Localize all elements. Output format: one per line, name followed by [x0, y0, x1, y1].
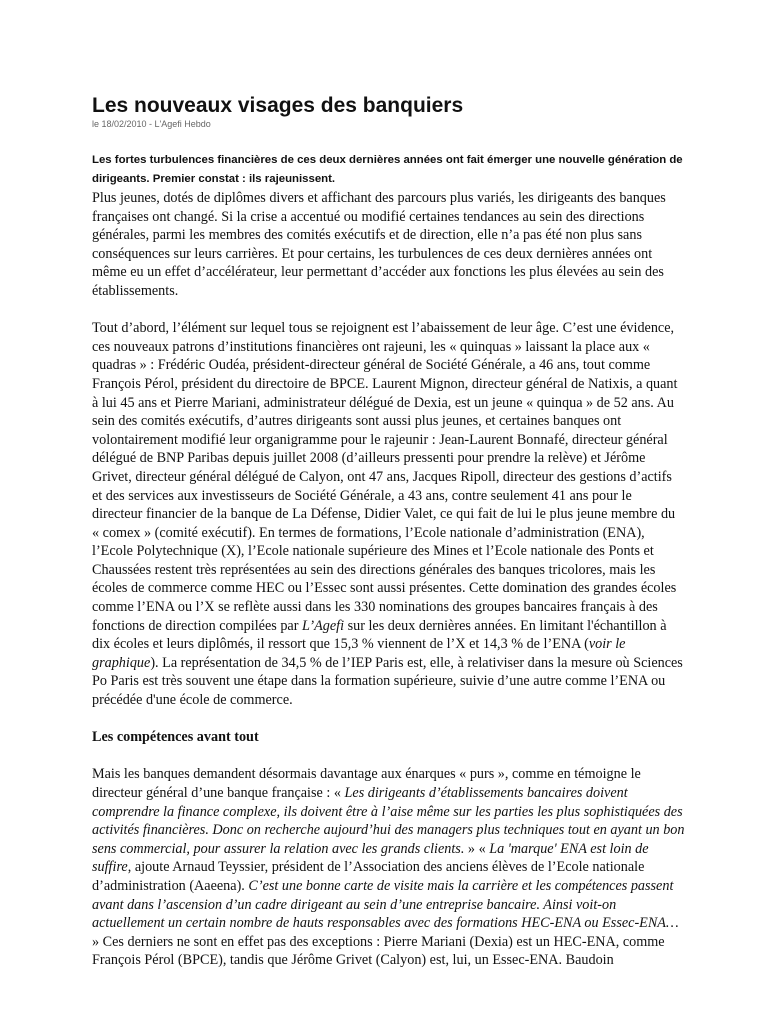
paragraph-3-part-c: , ajoute Arnaud Teyssier, président de l’Association des anciens élèves de l’Ecole nationale d’administration (Aaeena). [92, 859, 645, 894]
article [92, 92, 685, 970]
paragraph-2 [92, 319, 685, 709]
quote-1: Les dirigeants d’établissements bancaires doivent comprendre la finance complexe, ils doivent être à l’aise même sur les parties les plus sophistiquées des activités financières. Donc on recherche aujourd’hui des managers plus techniques tout en ayant un bon sens commercial, pour assurer la relation avec les grands clients. [92, 785, 685, 857]
paragraph-2-part-a: Tout d’abord, l’élément sur lequel tous se rejoignent est l’abaissement de leur âge. C’est une évidence, ces nouveaux patrons d’institutions financières ont rajeuni, les « quinquas » laissant la place aux « quadras » : Frédéric Oudéa, président-directeur général de Société Générale, a 46 ans, tout comme François Pérol, président du directoire de BPCE. Laurent Mignon, directeur général de Natixis, a quant à lui 45 ans et Pierre Mariani, administrateur délégué de Dexia, est un jeune « quinqua » de 52 ans. Au sein des comités exécutifs, d’autres dirigeants sont aussi plus jeunes, et certaines banques ont volontairement modifié leur organigramme pour le rajeunir : Jean-Laurent Bonnafé, directeur général délégué de BNP Paribas depuis juillet 2008 (d’ailleurs pressenti pour prendre la relève) et Jérôme Grivet, directeur général délégué de Calyon, ont 47 ans, Jacques Ripoll, directeur des gestions d’actifs et des services aux investisseurs de Société Générale, a 43 ans, contre seulement 41 ans pour le directeur financier de la banque de La Défense, Didier Valet, ce qui fait de lui le plus jeune membre du « comex » (comité exécutif). En termes de formations, l’Ecole nationale d’administration (ENA), l’Ecole Polytechnique (X), l’Ecole nationale supérieure des Mines et l’Ecole nationale des Ponts et Chaussées restent très représentées au sein des directions générales des banques tricolores, mais les écoles de commerce comme HEC ou l’Essec sont aussi présentes. Cette domination des grandes écoles comme l’ENA ou l’X se reflète aussi dans les 330 nominations des groupes bancaires français à des fonctions de direction compilées par [92, 320, 678, 634]
graph-reference: voir le graphique [92, 636, 626, 671]
quote-3: C’est une bonne carte de visite mais la carrière et les compétences passent avant dans l’ascension d’un cadre dirigeant au sein d’une entreprise bancaire. Ainsi voit-on actuellement un certain nombre de hauts responsables avec des formations HEC-ENA ou Essec-ENA… [92, 877, 679, 932]
article-lead: Les fortes turbulences financières de ces deux dernières années ont fait émerger une nouvelle génération de dirigeants. Premier constat : ils rajeunissent. [92, 154, 683, 185]
agefi-name: L’Agefi [302, 617, 345, 634]
article-byline: le 18/02/2010 - L'Agefi Hebdo [92, 119, 211, 129]
paragraph-2-part-b: sur les deux dernières années. En limitant l'échantillon à dix écoles et leurs diplômés, il ressort que 15,3 % viennent de l’X et 14,3 % de l’ENA ( [92, 617, 667, 653]
paragraph-2-part-c: ). La représentation de 34,5 % de l’IEP Paris est, elle, à relativiser dans la mesure où Sciences Po Paris est très souvent une étape dans la formation supérieure, suivie d’une autre comme l’ENA ou précédée d'une école de commerce. [92, 654, 683, 709]
quote-2: La 'marque' ENA est loin de suffire [92, 840, 649, 876]
paragraph-3 [92, 765, 685, 970]
article-title: Les nouveaux visages des banquiers [92, 94, 464, 117]
article-body [92, 189, 685, 970]
paragraph-3-part-b: » « [464, 840, 490, 857]
section-heading: Les compétences avant tout [92, 729, 259, 746]
paragraph-1: Plus jeunes, dotés de diplômes divers et affichant des parcours plus variés, les dirigeants des banques françaises ont changé. Si la crise a accentué ou modifié certaines tendances au sein des directions générales, parmi les membres des comités exécutifs et de direction, elle n’a pas été non plus sans conséquences sur leurs carrières. Et pour certains, les turbulences de ces deux dernières années ont même eu un effet d’accélérateur, leur permettant d’accéder aux fonctions les plus élevées au sein des établissements. [92, 190, 666, 299]
paragraph-3-part-a: Mais les banques demandent désormais davantage aux énarques « purs », comme en témoigne le directeur général d’une banque française : « [92, 766, 641, 801]
paragraph-3-part-d: » Ces derniers ne sont en effet pas des exceptions : Pierre Mariani (Dexia) est un HEC-ENA, comme François Pérol (BPCE), tandis que Jérôme Grivet (Calyon) est, lui, un Essec-ENA. Baudoin [92, 933, 665, 969]
